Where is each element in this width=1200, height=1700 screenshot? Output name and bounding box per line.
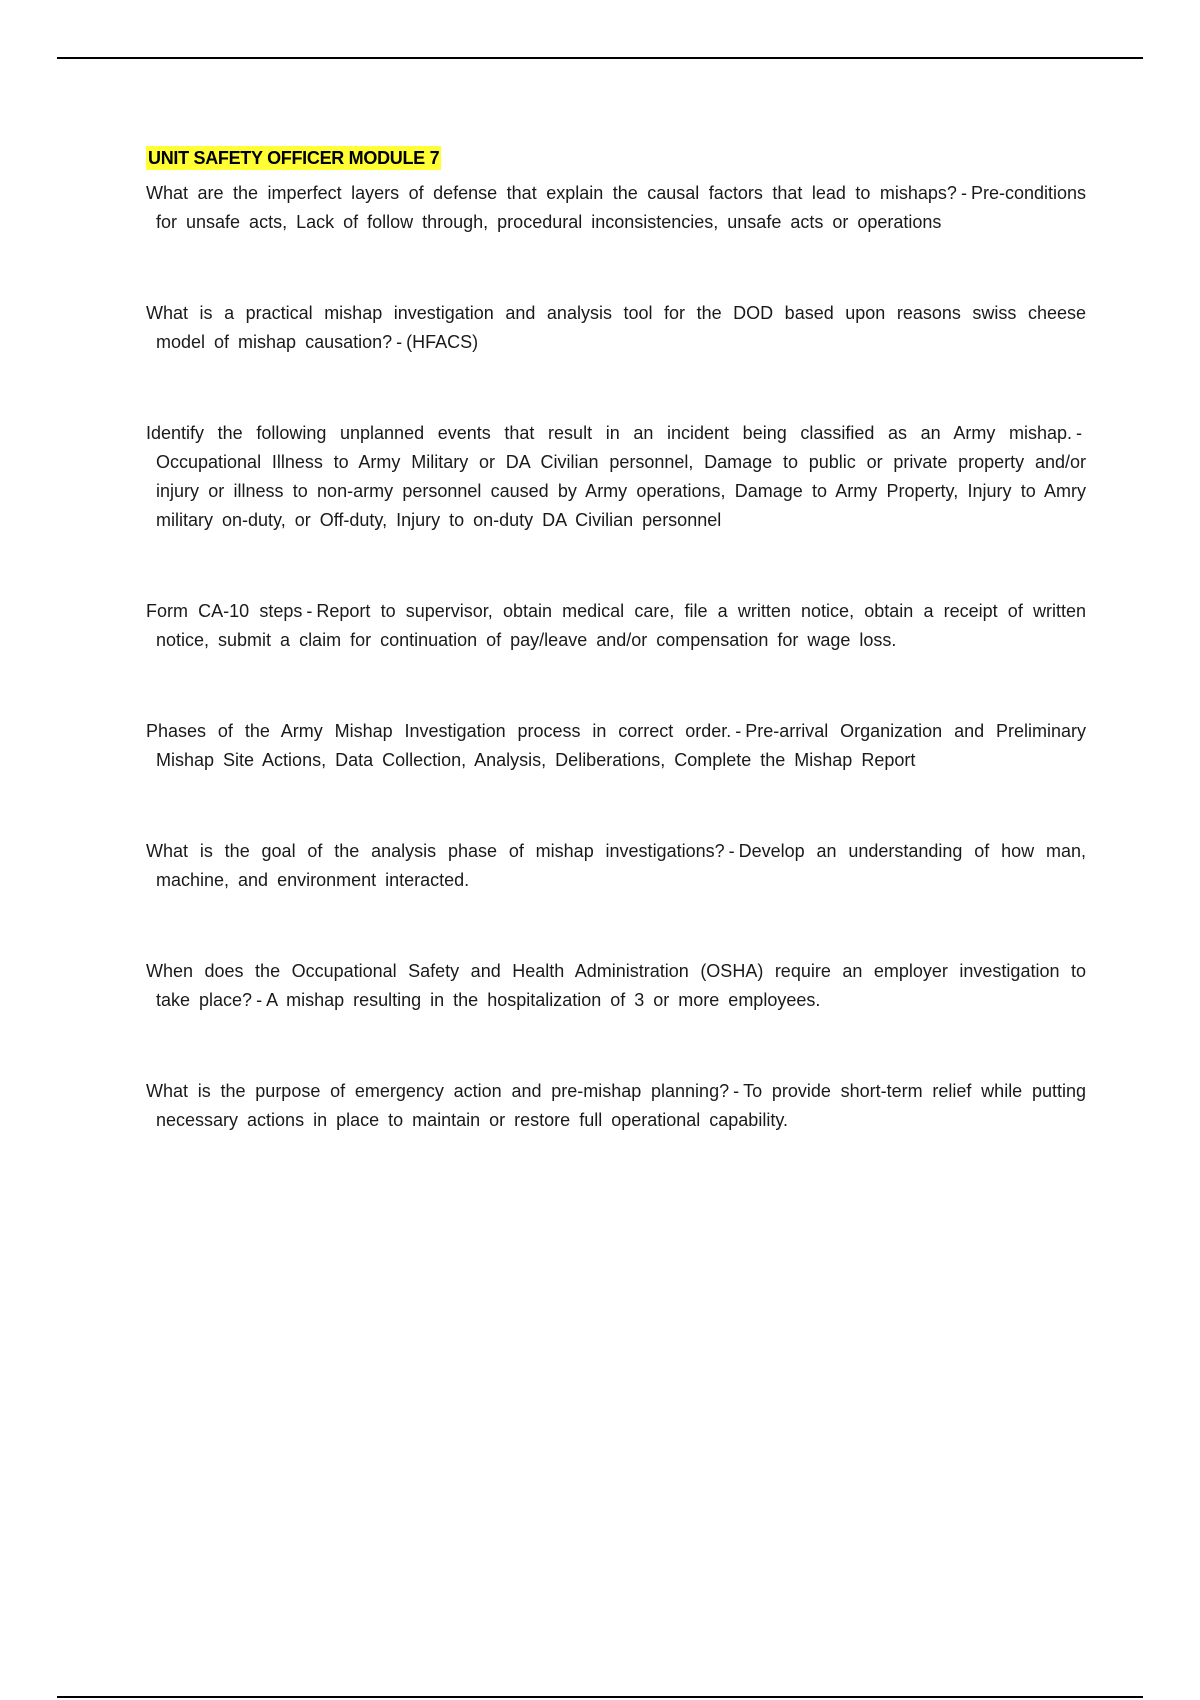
question-text: What are the imperfect layers of defense that explain the causal factors that lead to mishaps? (146, 183, 957, 203)
qa-separator: - (396, 332, 403, 352)
question-text: What is a practical mishap investigation and analysis tool for the DOD based upon reasons swiss cheese model of mishap causation? (146, 303, 1086, 352)
qa-item (146, 419, 1086, 535)
qa-item (146, 717, 1086, 775)
top-rule (57, 57, 1143, 59)
answer-text: A mishap resulting in the hospitalization of 3 or more employees. (266, 990, 821, 1010)
qa-separator: - (306, 601, 313, 621)
qa-item (146, 299, 1086, 357)
question-text: Identify the following unplanned events that result in an incident being classified as an Army mishap. (146, 423, 1072, 443)
question-text: Phases of the Army Mishap Investigation process in correct order. (146, 721, 732, 741)
qa-separator: - (1076, 423, 1082, 443)
answer-text: Report to supervisor, obtain medical care, file a written notice, obtain a receipt of written notice, submit a claim for continuation of pay/leave and/or compensation for wage loss. (156, 601, 1086, 650)
qa-separator: - (256, 990, 263, 1010)
answer-text: Pre-arrival Organization and Preliminary Mishap Site Actions, Data Collection, Analysis, Deliberations, Complete the Mishap Report (156, 721, 1086, 770)
qa-item (146, 1077, 1086, 1135)
question-text: What is the purpose of emergency action and pre-mishap planning? (146, 1081, 730, 1101)
bottom-rule (57, 1696, 1143, 1698)
document-title: UNIT SAFETY OFFICER MODULE 7 (148, 148, 440, 168)
qa-separator: - (728, 841, 735, 861)
qa-item (146, 179, 1086, 237)
qa-item (146, 837, 1086, 895)
qa-separator: - (735, 721, 742, 741)
document-body (146, 146, 1086, 1135)
answer-text: (HFACS) (406, 332, 479, 352)
answer-text: To provide short-term relief while putting necessary actions in place to maintain or restore full operational capability. (156, 1081, 1086, 1130)
qa-separator: - (960, 183, 967, 203)
question-text: When does the Occupational Safety and Health Administration (OSHA) require an employer investigation to take place? (146, 961, 1086, 1010)
question-text: Form CA-10 steps (146, 601, 303, 621)
qa-separator: - (733, 1081, 740, 1101)
answer-text: Develop an understanding of how man, machine, and environment interacted. (156, 841, 1086, 890)
qa-item (146, 597, 1086, 655)
answer-text: Occupational Illness to Army Military or DA Civilian personnel, Damage to public or private property and/or injury or illness to non-army personnel caused by Army operations, Damage to Army Property, Injury to Amry military on-duty, or Off-duty, Injury to on-duty DA Civilian personnel (156, 452, 1086, 530)
qa-item (146, 957, 1086, 1015)
answer-text: Pre-conditions for unsafe acts, Lack of follow through, procedural inconsistencies, unsafe acts or operations (156, 183, 1086, 232)
question-text: What is the goal of the analysis phase of mishap investigations? (146, 841, 725, 861)
